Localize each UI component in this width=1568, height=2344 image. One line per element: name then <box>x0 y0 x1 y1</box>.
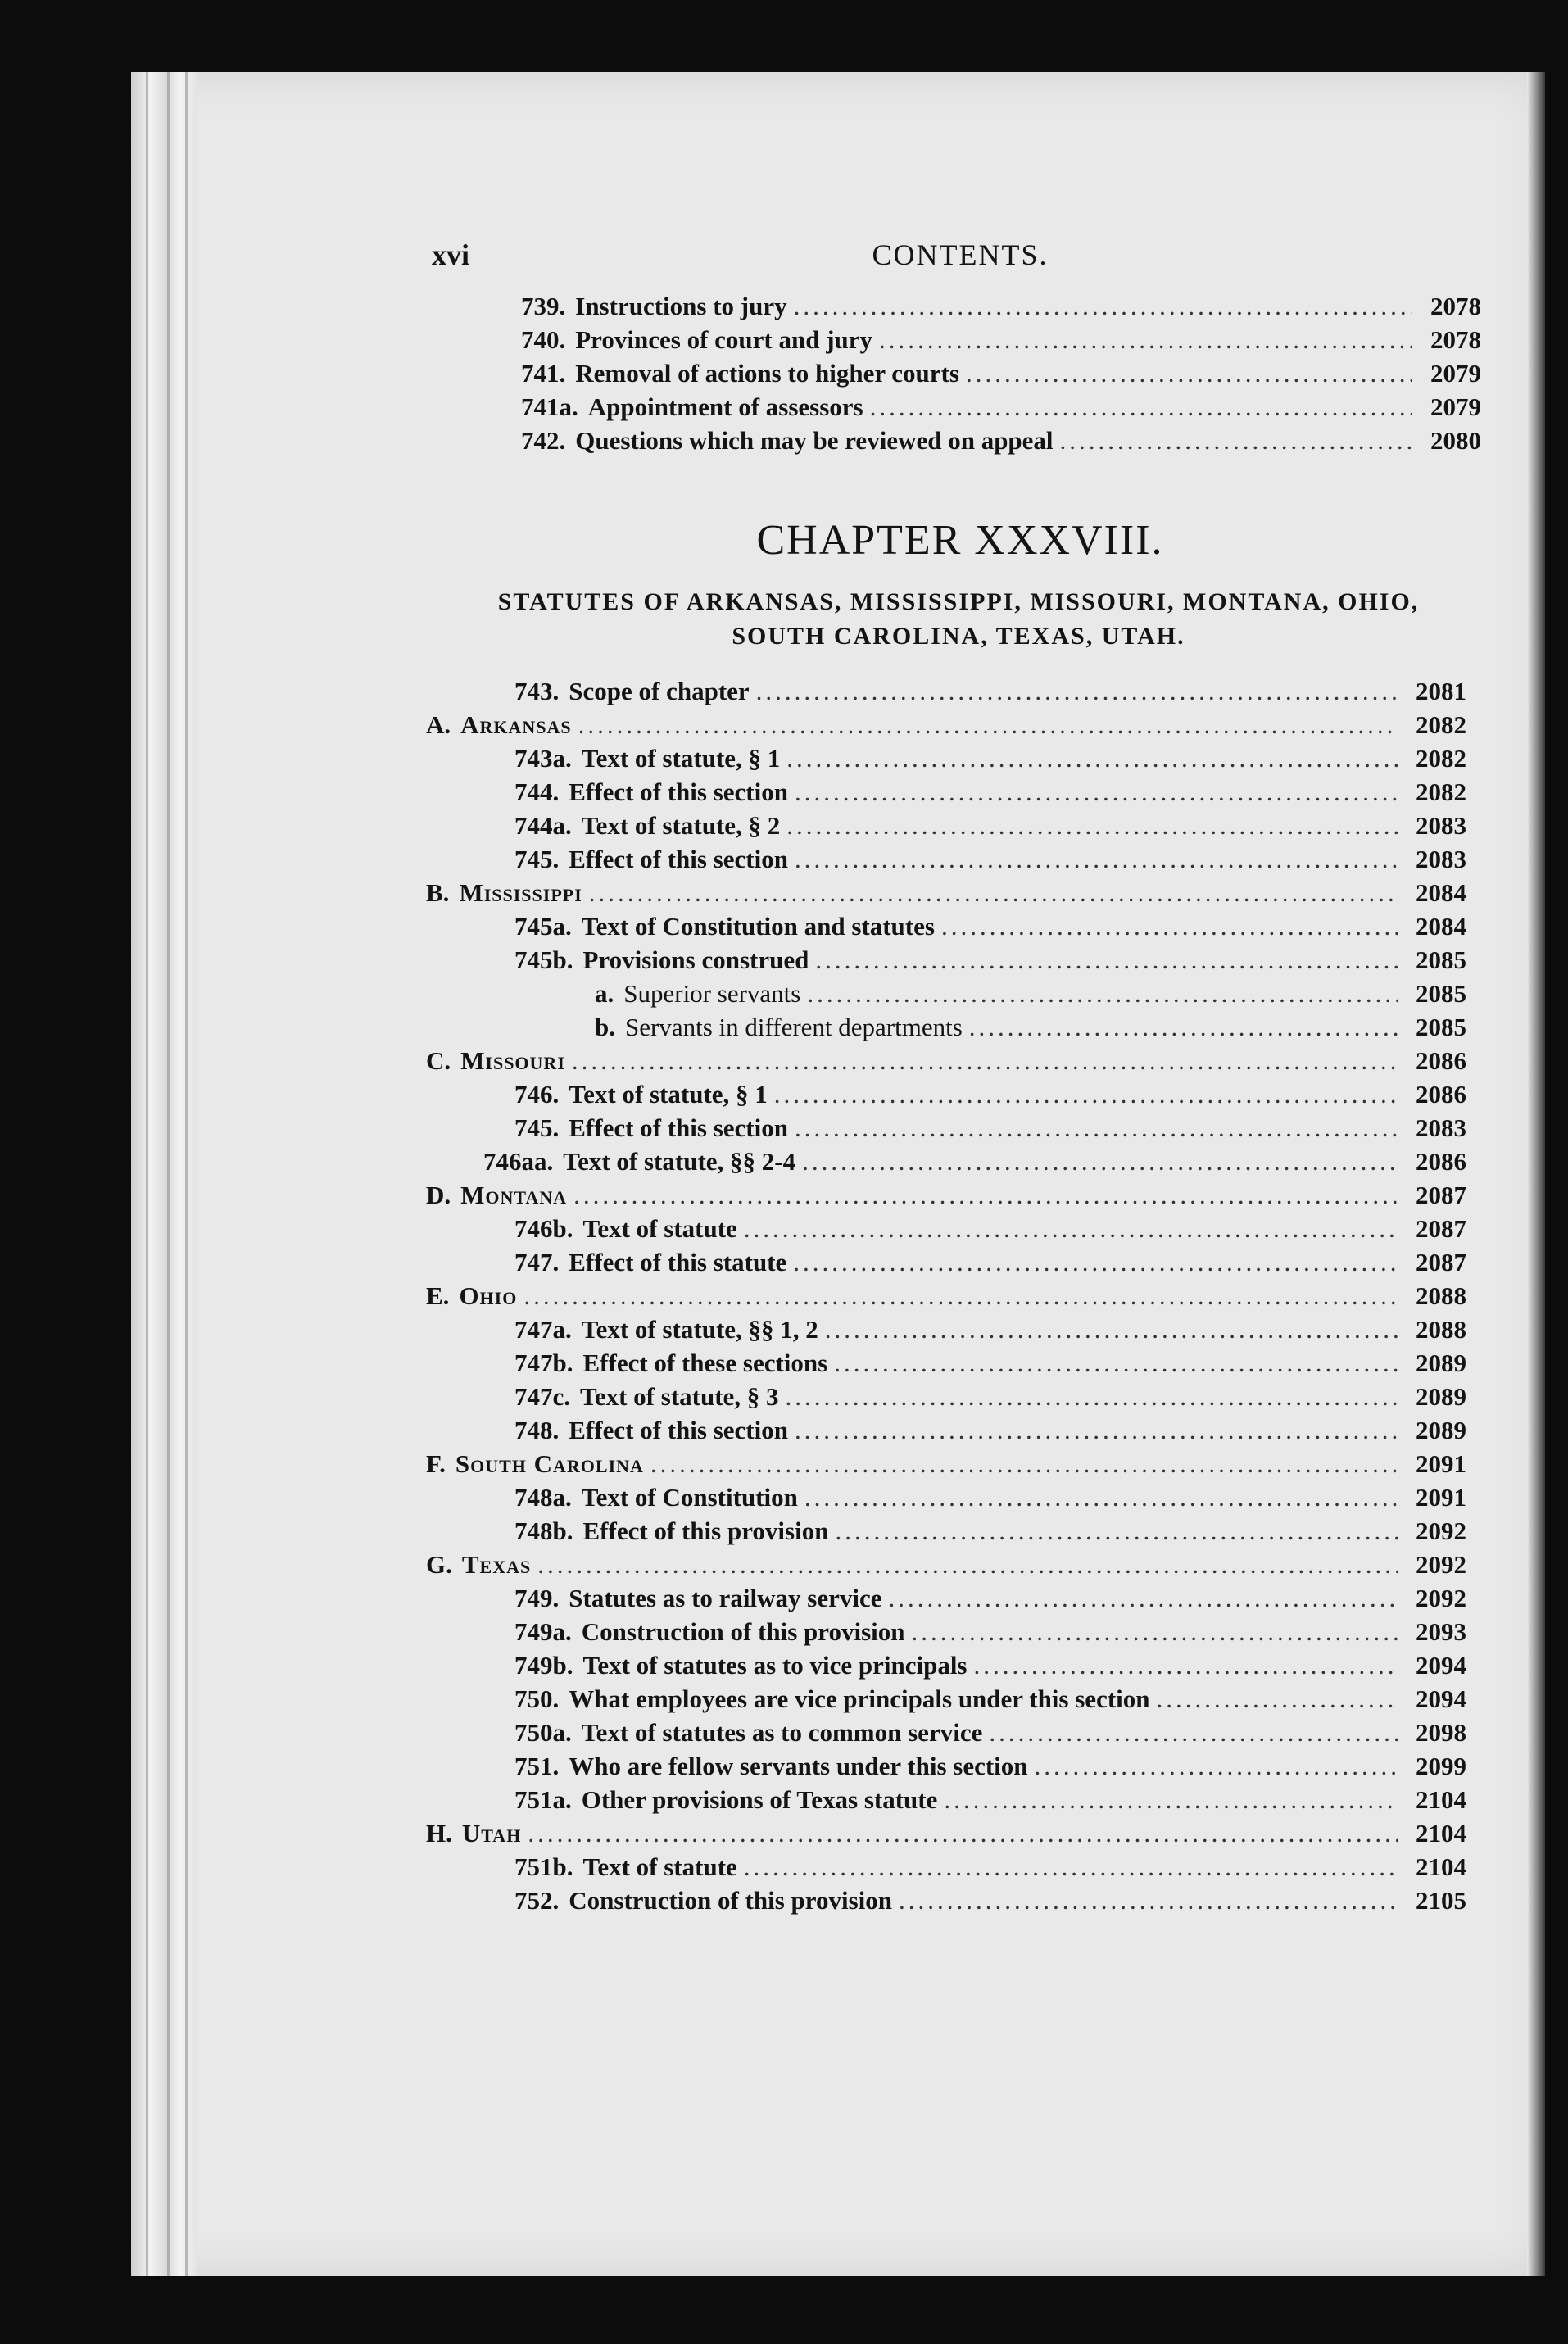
toc-entry <box>514 1683 1466 1716</box>
toc-entry-page: 2098 <box>1416 1718 1466 1747</box>
toc-entry <box>514 1649 1466 1682</box>
toc-entry-number: 749b. <box>514 1651 573 1680</box>
chapter-subtitle-line1: STATUTES OF ARKANSAS, MISSISSIPPI, MISSOURI, MONTANA, OHIO, <box>497 588 1420 615</box>
toc-entry-number: H. <box>426 1819 452 1848</box>
toc-entry-page: 2087 <box>1416 1248 1466 1276</box>
toc-entry <box>521 391 1481 424</box>
toc-entry-page: 2093 <box>1416 1617 1466 1646</box>
dot-leader <box>941 910 1398 943</box>
toc-entry <box>514 1515 1466 1548</box>
dot-leader <box>944 1784 1398 1816</box>
toc-entry-number: 741a. <box>521 392 578 421</box>
dot-leader <box>572 1045 1398 1077</box>
toc-entry-title: Superior servants <box>623 979 801 1008</box>
toc-entry <box>521 424 1481 457</box>
page-header <box>432 238 1489 279</box>
toc-entry-number: 744a. <box>514 811 572 840</box>
dot-leader <box>793 1246 1398 1279</box>
toc-entry <box>514 1851 1466 1884</box>
toc-entry-title: Who are fellow servants under this section <box>569 1752 1028 1780</box>
toc-entry-number: 743. <box>514 677 560 705</box>
dot-leader <box>969 1011 1398 1044</box>
toc-entry <box>426 1448 1466 1480</box>
toc-entry-page: 2086 <box>1416 1046 1466 1075</box>
dot-leader <box>528 1817 1398 1850</box>
toc-entry-page: 2091 <box>1416 1483 1466 1512</box>
toc-entry-page: 2092 <box>1416 1584 1466 1612</box>
toc-entry-page: 2087 <box>1416 1181 1466 1209</box>
toc-entry-page: 2085 <box>1416 945 1466 974</box>
running-title: CONTENTS. <box>872 238 1049 271</box>
toc-entry <box>514 776 1466 809</box>
toc-entry-page: 2079 <box>1430 359 1481 388</box>
toc-entry-page: 2094 <box>1416 1651 1466 1680</box>
dot-leader <box>1157 1683 1398 1716</box>
toc-entry-number: A. <box>426 710 451 739</box>
toc-entry-title: Effect of this section <box>569 1113 788 1142</box>
toc-entry-page: 2084 <box>1416 878 1466 907</box>
toc-entry <box>514 910 1466 943</box>
toc-entry-title: Effect of this section <box>569 845 788 873</box>
toc-entry <box>514 1213 1466 1245</box>
toc-entry <box>514 843 1466 876</box>
toc-entry-number: C. <box>426 1046 451 1075</box>
toc-entry-number: E. <box>426 1281 450 1310</box>
toc-entry-title: Ohio <box>459 1281 518 1310</box>
toc-entry-title: Arkansas <box>460 710 572 739</box>
toc-entry-title: Appointment of assessors <box>587 392 863 421</box>
toc-entry-page: 2086 <box>1416 1147 1466 1176</box>
chapter-subtitle-line2: SOUTH CAROLINA, TEXAS, UTAH. <box>732 623 1185 650</box>
toc-entry-title: Effect of these sections <box>582 1349 828 1377</box>
toc-entry-number: 747a. <box>514 1315 572 1344</box>
dot-leader <box>795 1414 1398 1447</box>
toc-entry-title: Statutes as to railway service <box>569 1584 882 1612</box>
toc-entry-title: Text of statute, §§ 1, 2 <box>581 1315 818 1344</box>
dot-leader <box>795 843 1398 876</box>
toc-entry-title: Construction of this provision <box>581 1617 905 1646</box>
toc-entry <box>514 675 1466 708</box>
dot-leader <box>1060 424 1412 457</box>
toc-entry-number: B. <box>426 878 450 907</box>
toc-entry <box>514 1112 1466 1145</box>
toc-entry-title: What employees are vice principals under this section <box>569 1684 1150 1713</box>
spine-line <box>167 72 170 2276</box>
toc-entry <box>514 1481 1466 1514</box>
toc-entry-page: 2089 <box>1416 1382 1466 1411</box>
toc-entry <box>426 1548 1466 1581</box>
dot-leader <box>989 1716 1398 1749</box>
toc-entry-number: 749. <box>514 1584 560 1612</box>
toc-entry-number: 745. <box>514 1113 560 1142</box>
dot-leader <box>756 675 1398 708</box>
toc-entry-page: 2105 <box>1416 1886 1466 1915</box>
toc-entry-number: 749a. <box>514 1617 572 1646</box>
toc-entry-number: 746. <box>514 1080 560 1109</box>
toc-entry-number: 748a. <box>514 1483 572 1512</box>
toc-entry-title: Text of statute, §§ 2-4 <box>563 1147 796 1176</box>
toc-entry-title: Provisions construed <box>582 945 809 974</box>
toc-entry-title: Construction of this provision <box>569 1886 892 1915</box>
toc-entry <box>514 1414 1466 1447</box>
dot-leader <box>795 1112 1398 1145</box>
toc-entry-title: Text of Constitution <box>581 1483 798 1512</box>
toc-entry-page: 2086 <box>1416 1080 1466 1109</box>
toc-entry-title: Text of statute, § 3 <box>580 1382 779 1411</box>
toc-entry-title: Effect of this section <box>569 778 788 806</box>
toc-entry-page: 2078 <box>1430 292 1481 320</box>
toc-entry-title: Missouri <box>460 1046 565 1075</box>
dot-leader <box>786 809 1398 842</box>
toc-entry-number: 739. <box>521 292 566 320</box>
toc-entry-page: 2094 <box>1416 1684 1466 1713</box>
toc-entry-page: 2083 <box>1416 811 1466 840</box>
toc-entry-title: Servants in different departments <box>625 1013 963 1041</box>
toc-entry-number: a. <box>595 979 614 1008</box>
toc-entry-number: 748. <box>514 1416 560 1444</box>
toc-entry-number: 741. <box>521 359 566 388</box>
toc-entry-title: Text of Constitution and statutes <box>581 912 935 941</box>
toc-entry-number: 751a. <box>514 1785 572 1814</box>
toc-entry-title: Other provisions of Texas statute <box>581 1785 938 1814</box>
toc-entry-page: 2104 <box>1416 1819 1466 1848</box>
toc-entry-title: Text of statute <box>582 1852 737 1881</box>
dot-leader <box>578 709 1398 741</box>
dot-leader <box>815 944 1398 977</box>
toc-entry <box>514 742 1466 775</box>
dot-leader <box>650 1448 1398 1480</box>
toc-entry <box>521 324 1481 356</box>
toc-entry-title: Provinces of court and jury <box>575 325 873 354</box>
dot-leader <box>966 357 1412 390</box>
toc-entry-number: 750a. <box>514 1718 572 1747</box>
toc-entry-page: 2088 <box>1416 1315 1466 1344</box>
toc-entry-page: 2081 <box>1416 677 1466 705</box>
dot-leader <box>1035 1750 1398 1783</box>
toc-entry-number: 745b. <box>514 945 573 974</box>
toc-entry-number: 750. <box>514 1684 560 1713</box>
toc-entry <box>514 944 1466 977</box>
dot-leader <box>834 1347 1398 1380</box>
toc-entry-page: 2085 <box>1416 1013 1466 1041</box>
chapter-heading: CHAPTER XXXVIII. <box>756 517 1164 564</box>
toc-entry <box>514 1716 1466 1749</box>
toc-entry <box>514 1246 1466 1279</box>
dot-leader <box>802 1145 1398 1178</box>
toc-entry-page: 2082 <box>1416 778 1466 806</box>
toc-entry-page: 2082 <box>1416 744 1466 773</box>
dot-leader <box>523 1280 1398 1313</box>
dot-leader <box>774 1078 1398 1111</box>
toc-entry-number: 742. <box>521 426 566 455</box>
toc-entry-title: Text of statute, § 1 <box>569 1080 768 1109</box>
dot-leader <box>889 1582 1398 1615</box>
toc-entry <box>521 357 1481 390</box>
toc-entry-number: 752. <box>514 1886 560 1915</box>
toc-entry-number: 747. <box>514 1248 560 1276</box>
dot-leader <box>804 1481 1398 1514</box>
toc-entry-title: Effect of this section <box>569 1416 788 1444</box>
toc-entry-number: 748b. <box>514 1517 573 1545</box>
toc-entry-page: 2089 <box>1416 1349 1466 1377</box>
toc-entry-page: 2092 <box>1416 1550 1466 1579</box>
toc-entry <box>514 1381 1466 1413</box>
toc-entry <box>514 1582 1466 1615</box>
toc-entry <box>514 1784 1466 1816</box>
toc-entry-title: Text of statute, § 2 <box>581 811 781 840</box>
toc-entry-title: Text of statute <box>582 1214 737 1243</box>
dot-leader <box>537 1548 1398 1581</box>
toc-entry-number: 747b. <box>514 1349 573 1377</box>
dot-leader <box>974 1649 1398 1682</box>
toc-entry-page: 2099 <box>1416 1752 1466 1780</box>
toc-entry-number: 751. <box>514 1752 560 1780</box>
toc-entry-page: 2078 <box>1430 325 1481 354</box>
toc-entry-number: 744. <box>514 778 560 806</box>
dot-leader <box>794 290 1412 323</box>
toc-entry <box>426 877 1466 909</box>
toc-entry-number: 745. <box>514 845 560 873</box>
toc-entry-number: 747c. <box>514 1382 571 1411</box>
toc-entry <box>514 809 1466 842</box>
toc-entry-number: 745a. <box>514 912 572 941</box>
toc-entry <box>426 709 1466 741</box>
dot-leader <box>786 1381 1398 1413</box>
toc-entry-page: 2104 <box>1416 1852 1466 1881</box>
toc-entry-number: 740. <box>521 325 566 354</box>
toc-entry <box>595 1011 1466 1044</box>
dot-leader <box>786 742 1398 775</box>
toc-entry-number: b. <box>595 1013 615 1041</box>
toc-entry <box>514 1884 1466 1917</box>
toc-entry-title: Mississippi <box>459 878 582 907</box>
dot-leader <box>912 1616 1398 1648</box>
toc-entry <box>426 1280 1466 1313</box>
toc-entry-number: 746b. <box>514 1214 573 1243</box>
dot-leader <box>573 1179 1398 1212</box>
toc-entry-number: G. <box>426 1550 452 1579</box>
dot-leader <box>835 1515 1398 1548</box>
page-number: xvi <box>432 238 470 271</box>
toc-entry-page: 2089 <box>1416 1416 1466 1444</box>
dot-leader <box>795 776 1398 809</box>
toc-entry <box>514 1313 1466 1346</box>
dot-leader <box>899 1884 1398 1917</box>
dot-leader <box>807 977 1398 1010</box>
toc-entry <box>483 1145 1466 1178</box>
toc-entry-title: Text of statutes as to common service <box>581 1718 983 1747</box>
toc-entry-title: Effect of this statute <box>569 1248 787 1276</box>
toc-entry-page: 2082 <box>1416 710 1466 739</box>
toc-entry-page: 2083 <box>1416 1113 1466 1142</box>
toc-entry-page: 2087 <box>1416 1214 1466 1243</box>
toc-entry-page: 2080 <box>1430 426 1481 455</box>
toc-entry-title: Removal of actions to higher courts <box>575 359 959 388</box>
toc-entry <box>514 1078 1466 1111</box>
toc-entry-title: Text of statute, § 1 <box>581 744 781 773</box>
toc-entry-title: Scope of chapter <box>569 677 750 705</box>
toc-entry-page: 2088 <box>1416 1281 1466 1310</box>
toc-entry <box>426 1817 1466 1850</box>
dot-leader <box>744 1851 1398 1884</box>
dot-leader <box>879 324 1412 356</box>
toc-entry <box>426 1045 1466 1077</box>
dot-leader <box>825 1313 1398 1346</box>
toc-entry-page: 2091 <box>1416 1449 1466 1478</box>
toc-entry-title: Texas <box>461 1550 532 1579</box>
dot-leader <box>589 877 1398 909</box>
toc-entry-page: 2092 <box>1416 1517 1466 1545</box>
toc-entry-title: Instructions to jury <box>575 292 787 320</box>
toc-entry <box>514 1347 1466 1380</box>
toc-entry-page: 2079 <box>1430 392 1481 421</box>
toc-entry <box>521 290 1481 323</box>
toc-entry <box>514 1750 1466 1783</box>
toc-entry-page: 2084 <box>1416 912 1466 941</box>
spine-line <box>146 72 148 2276</box>
toc-entry-title: Text of statutes as to vice principals <box>582 1651 968 1680</box>
toc-entry <box>595 977 1466 1010</box>
toc-entry-page: 2083 <box>1416 845 1466 873</box>
spine-line <box>185 72 188 2276</box>
dot-leader <box>744 1213 1398 1245</box>
toc-entry-page: 2104 <box>1416 1785 1466 1814</box>
toc-entry-number: 743a. <box>514 744 572 773</box>
toc-entry-title: Montana <box>460 1181 568 1209</box>
toc-entry-page: 2085 <box>1416 979 1466 1008</box>
toc-entry-number: 746aa. <box>483 1147 554 1176</box>
toc-entry-title: South Carolina <box>455 1449 644 1478</box>
toc-entry-number: F. <box>426 1449 446 1478</box>
toc-entry-title: Effect of this provision <box>582 1517 829 1545</box>
toc-entry <box>514 1616 1466 1648</box>
dot-leader <box>870 391 1412 424</box>
toc-entry-title: Questions which may be reviewed on appeal <box>575 426 1054 455</box>
page-edge <box>1527 72 1545 2276</box>
toc-entry-number: 751b. <box>514 1852 573 1881</box>
toc-entry-title: Utah <box>461 1819 522 1848</box>
toc-entry-number: D. <box>426 1181 451 1209</box>
toc-entry <box>426 1179 1466 1212</box>
